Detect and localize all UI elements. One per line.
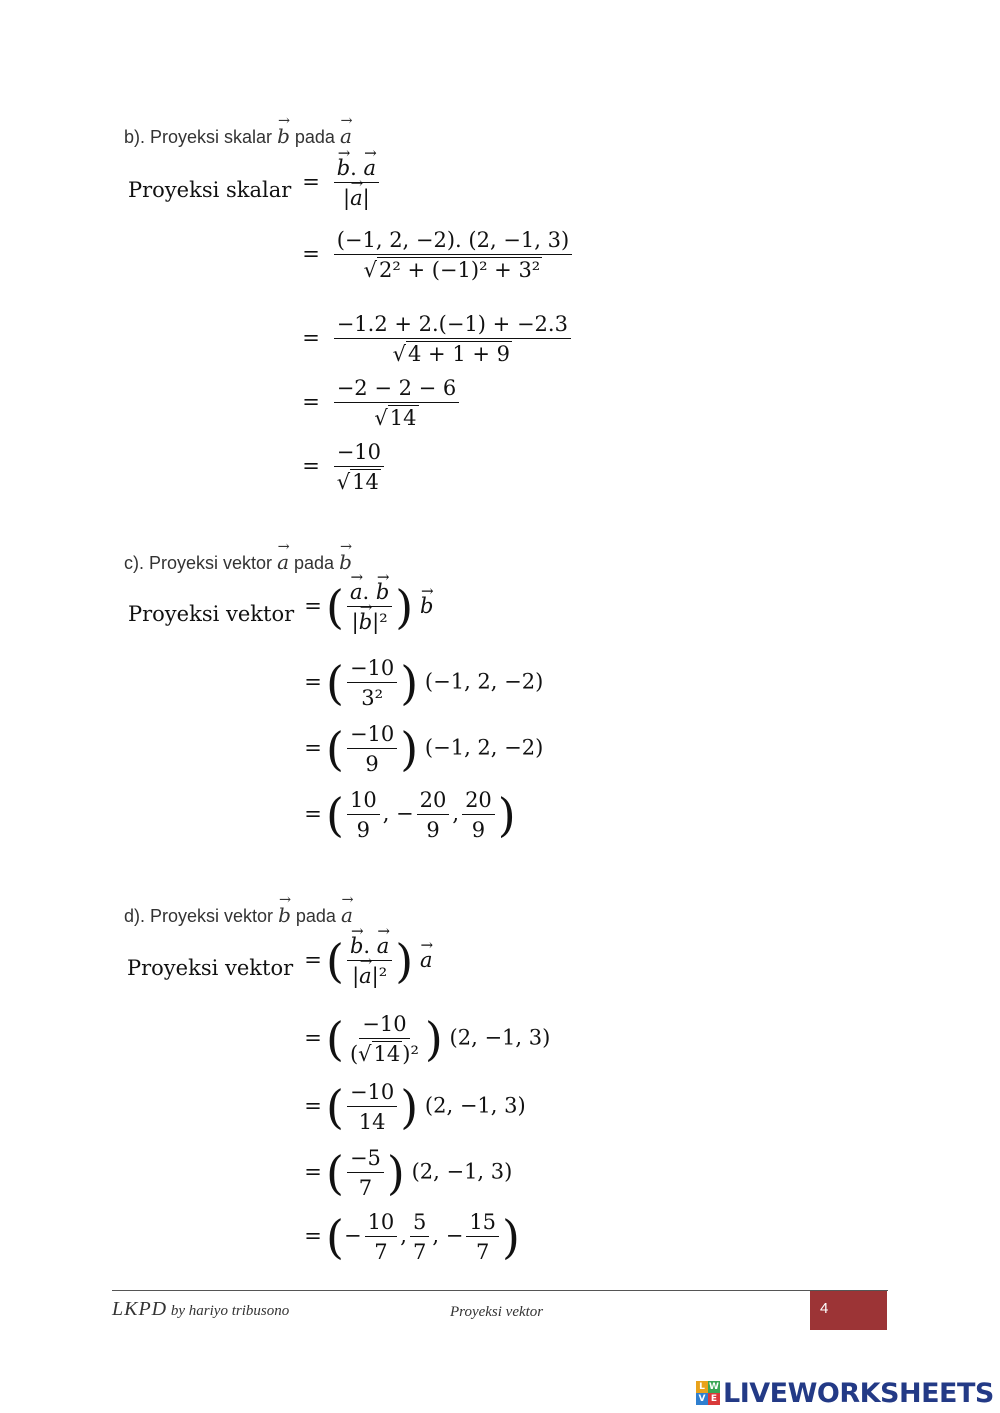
logo-tile-w: W xyxy=(709,1382,719,1392)
section-b-formula: = → $\frac{b. \to a}{|\to a|}$ xyxy=(298,156,382,210)
page-number-box xyxy=(810,1291,887,1330)
section-c-step-2: =( $\frac{-10}{9}$ ) (−1, 2, −2) xyxy=(304,722,544,776)
section-d-heading: d). Proyeksi vektor → b pada → a xyxy=(124,903,353,927)
section-d-formula: =( → $\frac{b. \to a}{\text{|→ a|²}}$ ) → a xyxy=(300,934,432,988)
logo-tile-e: E xyxy=(708,1393,720,1405)
section-b-heading: b). Proyeksi skalar → b pada → a xyxy=(124,124,352,148)
section-c-step-1: =( $\frac{-10}{\text{3²}}$ ) (−1, 2, −2) xyxy=(304,656,544,710)
footer-author: LKPD by hariyo tribusono xyxy=(112,1298,290,1320)
section-c-heading: c). Proyeksi vektor → a pada → b xyxy=(124,550,352,574)
section-c-lhs: Proyeksi vektor xyxy=(128,602,295,626)
liveworksheets-icon xyxy=(696,1381,720,1405)
section-b-lhs: Proyeksi skalar xyxy=(128,178,292,202)
section-c-result: =( $\frac{10}{9}$ , − $\frac{20}{9}$ , $\frac{20}{9}$ ) xyxy=(304,788,516,842)
section-b-step-3: = $\frac{-2 - 2 - 6}{√14}$ xyxy=(298,376,462,430)
section-b-step-4: = $\frac{-10}{√14}$ xyxy=(298,440,387,494)
logo-tile-l: L xyxy=(696,1381,708,1393)
page-number: 4 xyxy=(820,1300,829,1317)
section-d-lhs: Proyeksi vektor xyxy=(127,956,294,980)
section-d-step-2: =( $\frac{-10}{14}$ ) (2, −1, 3) xyxy=(304,1080,526,1134)
section-d-step-3: =( $\frac{-5}{7}$ ) (2, −1, 3) xyxy=(304,1146,513,1200)
section-b-step-1: = $\frac{(-1, 2, -2). (2, -1, 3)}{\text{√2² + (−1)² + 3²}}$ xyxy=(298,228,575,282)
liveworksheets-text: LIVEWORKSHEETS xyxy=(723,1377,994,1409)
section-d-step-1: =( $\frac{-10}{\text{(√14)²}}$ ) (2, −1, 3) xyxy=(304,1012,551,1066)
section-b-step-2: = $\frac{-1.2 + 2.(-1) + -2.3}{√4 + 1 + 9}$ xyxy=(298,312,574,366)
section-c-formula: =( → $\frac{a. \to b}{\text{|→ b|²}}$ ) → b xyxy=(300,580,433,634)
footer-title: Proyeksi vektor xyxy=(450,1304,544,1320)
liveworksheets-logo[interactable] xyxy=(696,1378,994,1408)
footer-divider xyxy=(112,1290,888,1291)
logo-tile-v: V xyxy=(696,1393,708,1405)
section-d-result: =(− $\frac{10}{7}$ , $\frac{5}{7}$ , − $\frac{15}{7}$ ) xyxy=(304,1210,520,1264)
